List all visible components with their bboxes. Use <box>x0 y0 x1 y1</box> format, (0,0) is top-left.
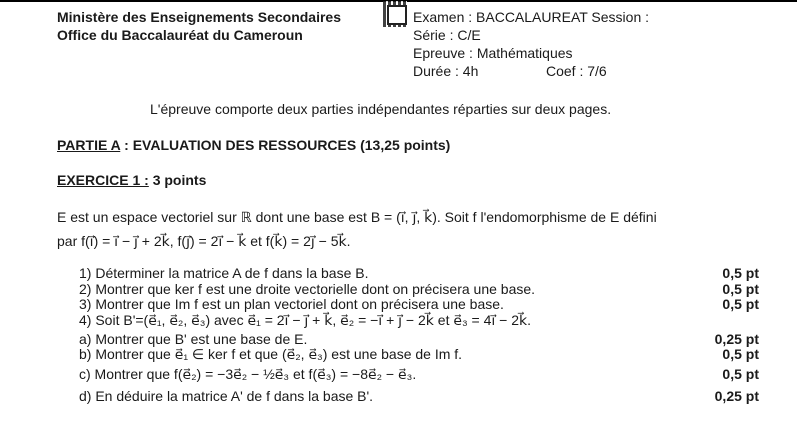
question-text: 3) Montrer que Im f est un plan vectoriel dont on précisera une base. <box>79 296 504 313</box>
question-text: c) Montrer que f(e⃗₂) = −3e⃗₂ − ½e⃗₃ et f(e⃗₃) = −8e⃗₂ − e⃗₃. <box>79 366 417 383</box>
partie-a-label: PARTIE A <box>57 137 121 153</box>
question-points: 0,5 pt <box>722 346 759 363</box>
exercice-1-label: EXERCICE 1 : <box>57 172 149 188</box>
exam-coef: Coef : 7/6 <box>546 63 607 79</box>
exam-title: Examen : BACCALAUREAT Session : <box>413 9 650 25</box>
question-points: 0,5 pt <box>722 280 759 297</box>
qr-code-finder-icon <box>387 5 407 25</box>
question-text: 4) Soit B'=(e⃗₁, e⃗₂, e⃗₃) avec e⃗₁ = 2i⃗ − j⃗ + k⃗, e⃗₂ = −i⃗ + j⃗ − 2k⃗ et e⃗₃ = 4i⃗ − 2k⃗. <box>79 311 532 328</box>
exam-epreuve: Epreuve : Mathématiques <box>413 45 573 61</box>
question-text: 1) Déterminer la matrice A de f dans la base B. <box>79 265 369 281</box>
exam-serie: Série : C/E <box>413 27 481 43</box>
question-points: 0,25 pt <box>714 388 759 405</box>
question-text: a) Montrer que B' est une base de E. <box>79 330 308 347</box>
question-text: b) Montrer que e⃗₁ ∈ ker f et que (e⃗₂, e⃗₃) est une base de Im f. <box>79 346 463 363</box>
question-text: 2) Montrer que ker f est une droite vectorielle dont on précisera une base. <box>79 280 536 297</box>
partie-a-heading <box>57 137 450 153</box>
statement-line-1: E est un espace vectoriel sur ℝ dont une base est B = (i⃗, j⃗, k⃗). Soit f l'endomorphisme de E défini <box>57 209 657 225</box>
question-text: d) En déduire la matrice A' de f dans la base B'. <box>79 388 374 405</box>
partie-a-title: : EVALUATION DES RESSOURCES (13,25 points) <box>120 137 451 153</box>
question-points: 0,25 pt <box>714 330 759 347</box>
question-points: 0,5 pt <box>722 296 759 313</box>
question-points: 0,5 pt <box>722 366 759 383</box>
exam-duree: Durée : 4h <box>413 63 479 79</box>
statement-line-2: par f(i⃗) = i⃗ − j⃗ + 2k⃗, f(j⃗) = 2i⃗ − k⃗ et f(k⃗) = 2j⃗ − 5k⃗. <box>57 233 351 249</box>
exercice-1-heading <box>57 172 206 188</box>
ministry-name: Ministère des Enseignements Secondaires <box>57 9 341 25</box>
question-points: 0,5 pt <box>722 265 759 281</box>
office-name: Office du Baccalauréat du Cameroun <box>57 27 303 43</box>
intro-text: L'épreuve comporte deux parties indépendantes réparties sur deux pages. <box>150 101 612 117</box>
exercice-1-points: 3 points <box>148 172 207 188</box>
